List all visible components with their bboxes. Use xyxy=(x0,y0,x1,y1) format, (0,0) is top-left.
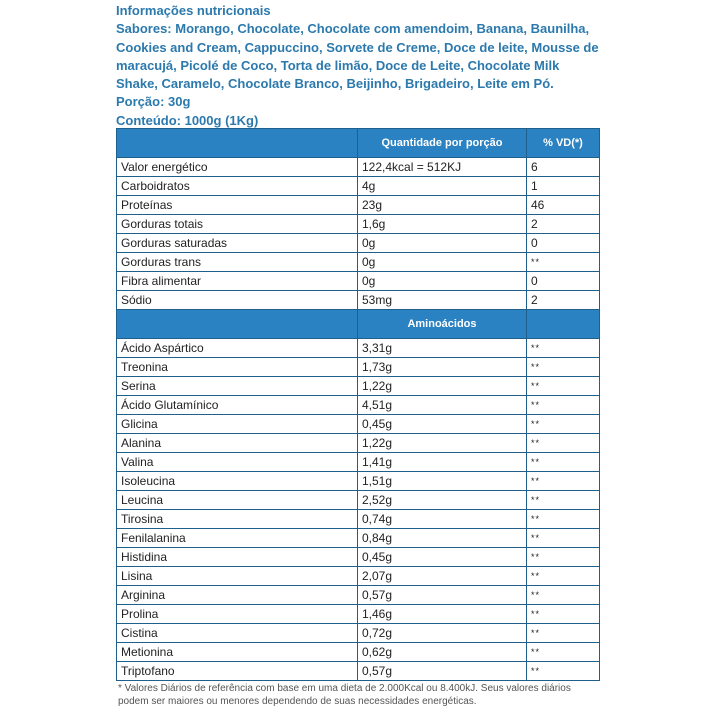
nutrient-daily-value: ** xyxy=(527,453,600,472)
nutrient-name: Ácido Aspártico xyxy=(117,339,358,358)
nutrient-daily-value: ** xyxy=(527,253,600,272)
nutrient-name: Triptofano xyxy=(117,662,358,681)
nutrient-amount: 0,72g xyxy=(358,624,527,643)
table-row xyxy=(117,567,600,586)
nutrient-daily-value: ** xyxy=(527,624,600,643)
nutrient-amount: 0,84g xyxy=(358,529,527,548)
table-row xyxy=(117,358,600,377)
amino-title: Aminoácidos xyxy=(358,310,527,339)
nutrient-name: Fibra alimentar xyxy=(117,272,358,291)
nutrition-info-header xyxy=(116,2,704,130)
nutrient-amount: 0,45g xyxy=(358,548,527,567)
nutrient-amount: 1,41g xyxy=(358,453,527,472)
nutrient-amount: 0,57g xyxy=(358,586,527,605)
nutrient-name: Proteínas xyxy=(117,196,358,215)
nutrient-daily-value: 2 xyxy=(527,291,600,310)
nutrient-daily-value: 2 xyxy=(527,215,600,234)
nutrient-daily-value: ** xyxy=(527,396,600,415)
nutrient-daily-value: ** xyxy=(527,472,600,491)
nutrient-amount: 122,4kcal = 512KJ xyxy=(358,158,527,177)
nutrient-name: Metionina xyxy=(117,643,358,662)
nutrient-name: Treonina xyxy=(117,358,358,377)
nutrient-daily-value: ** xyxy=(527,491,600,510)
nutrients-section xyxy=(117,158,600,310)
table-row xyxy=(117,196,600,215)
nutrient-name: Histidina xyxy=(117,548,358,567)
nutrient-daily-value: 46 xyxy=(527,196,600,215)
nutrient-amount: 0g xyxy=(358,234,527,253)
nutrient-name: Cistina xyxy=(117,624,358,643)
table-row xyxy=(117,472,600,491)
nutrient-amount: 4,51g xyxy=(358,396,527,415)
nutrient-daily-value: ** xyxy=(527,529,600,548)
nutrient-name: Arginina xyxy=(117,586,358,605)
nutrient-daily-value: ** xyxy=(527,358,600,377)
nutrient-name: Gorduras totais xyxy=(117,215,358,234)
nutrient-daily-value: ** xyxy=(527,586,600,605)
table-row xyxy=(117,339,600,358)
nutrient-amount: 0,74g xyxy=(358,510,527,529)
nutrient-amount: 2,52g xyxy=(358,491,527,510)
nutrient-amount: 23g xyxy=(358,196,527,215)
amino-title-blank xyxy=(117,310,358,339)
nutrient-daily-value: ** xyxy=(527,605,600,624)
nutrient-amount: 0,45g xyxy=(358,415,527,434)
portion-size: Porção: 30g xyxy=(116,94,191,110)
nutrient-name: Carboidratos xyxy=(117,177,358,196)
header-nutrient xyxy=(117,129,358,158)
nutrient-name: Gorduras saturadas xyxy=(117,234,358,253)
table-row xyxy=(117,291,600,310)
amino-acids-section xyxy=(117,339,600,681)
table-row xyxy=(117,158,600,177)
header-amount: Quantidade por porção xyxy=(358,129,527,158)
table-row xyxy=(117,253,600,272)
nutrient-daily-value: ** xyxy=(527,415,600,434)
nutrient-daily-value: ** xyxy=(527,510,600,529)
nutrient-daily-value: ** xyxy=(527,434,600,453)
nutrient-name: Prolina xyxy=(117,605,358,624)
nutrient-daily-value: 6 xyxy=(527,158,600,177)
nutrient-amount: 1,73g xyxy=(358,358,527,377)
table-row xyxy=(117,377,600,396)
nutrient-daily-value: ** xyxy=(527,339,600,358)
nutrient-daily-value: ** xyxy=(527,643,600,662)
nutrient-name: Leucina xyxy=(117,491,358,510)
nutrient-name: Isoleucina xyxy=(117,472,358,491)
nutrient-amount: 2,07g xyxy=(358,567,527,586)
nutrient-daily-value: ** xyxy=(527,548,600,567)
nutrient-name: Serina xyxy=(117,377,358,396)
nutrient-amount: 0,57g xyxy=(358,662,527,681)
nutrient-name: Valina xyxy=(117,453,358,472)
nutrient-daily-value: 0 xyxy=(527,234,600,253)
nutrition-table xyxy=(116,128,600,681)
nutrient-amount: 4g xyxy=(358,177,527,196)
nutrient-name: Gorduras trans xyxy=(117,253,358,272)
table-row xyxy=(117,272,600,291)
nutrient-name: Tirosina xyxy=(117,510,358,529)
table-row xyxy=(117,529,600,548)
nutrient-name: Fenilalanina xyxy=(117,529,358,548)
nutrient-amount: 1,46g xyxy=(358,605,527,624)
table-row xyxy=(117,662,600,681)
nutrient-amount: 0g xyxy=(358,253,527,272)
section-title: Informações nutricionais xyxy=(116,3,271,18)
header-daily-value: % VD(*) xyxy=(527,129,600,158)
amino-header-row xyxy=(117,310,600,339)
nutrient-daily-value: ** xyxy=(527,567,600,586)
table-row xyxy=(117,548,600,567)
nutrient-daily-value: 1 xyxy=(527,177,600,196)
daily-values-footnote: * Valores Diários de referência com base em uma dieta de 2.000Kcal ou 8.400kJ. Seus valores diários podem ser maiores ou menores dependendo de suas necessidades energéticas. xyxy=(118,683,571,707)
nutrient-amount: 0g xyxy=(358,272,527,291)
nutrient-amount: 3,31g xyxy=(358,339,527,358)
nutrient-name: Valor energético xyxy=(117,158,358,177)
nutrient-amount: 1,22g xyxy=(358,434,527,453)
table-row xyxy=(117,453,600,472)
package-content: Conteúdo: 1000g (1Kg) xyxy=(116,112,259,128)
nutrient-name: Sódio xyxy=(117,291,358,310)
table-row xyxy=(117,215,600,234)
nutrient-name: Lisina xyxy=(117,567,358,586)
nutrient-amount: 53mg xyxy=(358,291,527,310)
nutrient-daily-value: 0 xyxy=(527,272,600,291)
nutrient-amount: 1,6g xyxy=(358,215,527,234)
table-row xyxy=(117,234,600,253)
table-row xyxy=(117,396,600,415)
table-header-row xyxy=(117,129,600,158)
nutrient-amount: 1,22g xyxy=(358,377,527,396)
nutrient-name: Ácido Glutamínico xyxy=(117,396,358,415)
nutrient-name: Alanina xyxy=(117,434,358,453)
table-row xyxy=(117,586,600,605)
amino-section-heading xyxy=(117,310,600,339)
table-row xyxy=(117,177,600,196)
nutrient-name: Glicina xyxy=(117,415,358,434)
table-row xyxy=(117,491,600,510)
nutrient-amount: 1,51g xyxy=(358,472,527,491)
table-row xyxy=(117,624,600,643)
nutrient-daily-value: ** xyxy=(527,377,600,396)
flavors-list: Sabores: Morango, Chocolate, Chocolate com amendoim, Banana, Baunilha, Cookies and Cream, Cappuccino, Sorvete de Creme, Doce de leite, Mousse de maracujá, Picolé de Coco, Torta de limão, Doce de Leite, Chocolate Milk Shake, Caramelo, Chocolate Branco, Beijinho, Brigadeiro, Leite em Pó. xyxy=(116,21,599,92)
table-row xyxy=(117,643,600,662)
nutrient-daily-value: ** xyxy=(527,662,600,681)
nutrient-amount: 0,62g xyxy=(358,643,527,662)
table-row xyxy=(117,510,600,529)
table-row xyxy=(117,605,600,624)
amino-title-blank-vd xyxy=(527,310,600,339)
table-row xyxy=(117,415,600,434)
table-row xyxy=(117,434,600,453)
